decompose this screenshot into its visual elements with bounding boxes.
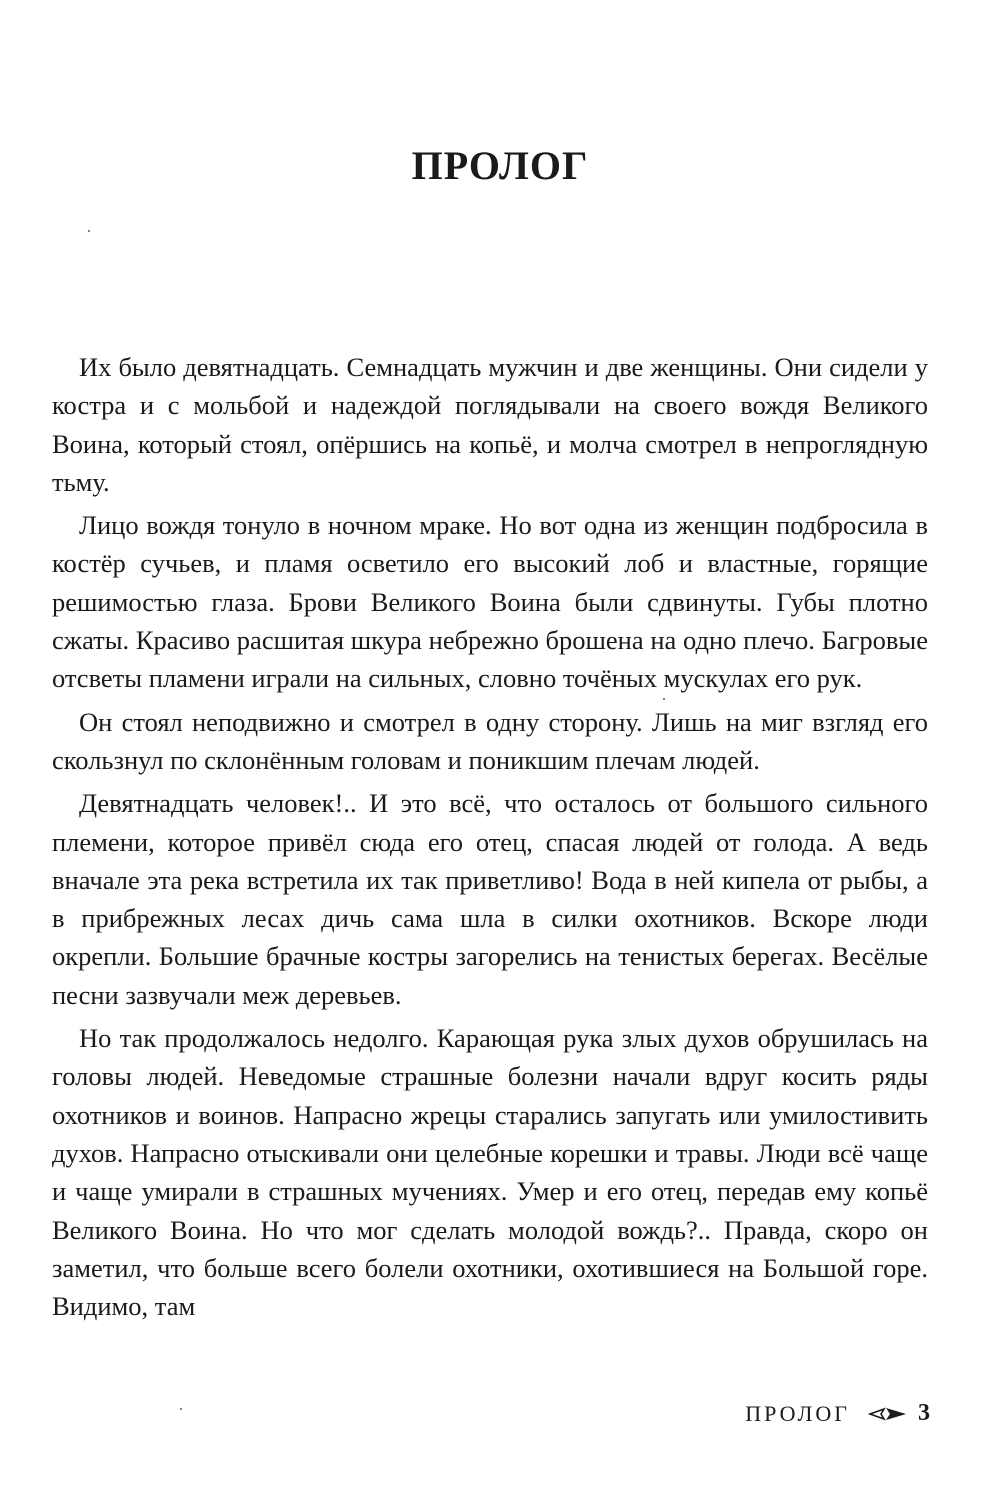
arrow-ornament-icon xyxy=(868,1407,908,1421)
running-head: ПРОЛОГ xyxy=(745,1400,850,1426)
chapter-title: ПРОЛОГ xyxy=(411,143,589,188)
page-number: 3 xyxy=(918,1400,930,1426)
print-speck xyxy=(180,1408,182,1410)
paragraph-2: Лицо вождя тонуло в ночном мраке. Но вот одна из женщин подбросила в костёр сучьев, и пламя осветило его высокий лоб и властные, горящие решимостью глаза. Брови Великого Воина были сдвинуты. Губы плотно сжаты. Красиво расшитая шкура небрежно брошена на одно плечо. Багровые отсветы пламени играли на сильных, словно точёных мускулах его рук. xyxy=(52,510,928,694)
page-footer xyxy=(745,1400,930,1427)
paragraph-1: Их было девятнадцать. Семнадцать мужчин и две женщины. Они сидели у костра и с мольбой и надеждой поглядывали на своего вождя Великого Воина, который стоял, опёршись на копьё, и молча смотрел в непроглядную тьму. xyxy=(52,352,928,497)
paragraph-4: Девятнадцать человек!.. И это всё, что осталось от большого сильного племени, которое привёл сюда его отец, спасая людей от голода. А ведь вначале эта река встретила их так приветливо! Вода в ней кипела от рыбы, а в прибрежных лесах дичь сама шла в силки охотников. Вскоре люди окрепли. Большие брачные костры загорелись на тенистых берегах. Весёлые песни зазвучали меж деревьев. xyxy=(52,788,928,1010)
body-text xyxy=(52,348,928,1330)
paragraph-3: Он стоял неподвижно и смотрел в одну сторону. Лишь на миг взгляд его скользнул по склонённым головам и поникшим плечам людей. xyxy=(52,706,928,775)
paragraph-5: Но так продолжалось недолго. Карающая рука злых духов обрушилась на головы людей. Неведомые страшные болезни начали вдруг косить ряды охотников и воинов. Напрасно жрецы старались запугать или умилостивить духов. Напрасно отыскивали они целебные корешки и травы. Люди всё чаще и чаще умирали в страшных мучениях. Умер и его отец, передав ему копьё Великого Воина. Но что мог сделать молодой вождь?.. Правда, скоро он заметил, что больше всего болели охотники, охотившиеся на Большой горе. Видимо, там xyxy=(52,1023,928,1322)
print-speck xyxy=(88,230,90,232)
print-speck xyxy=(663,698,665,700)
